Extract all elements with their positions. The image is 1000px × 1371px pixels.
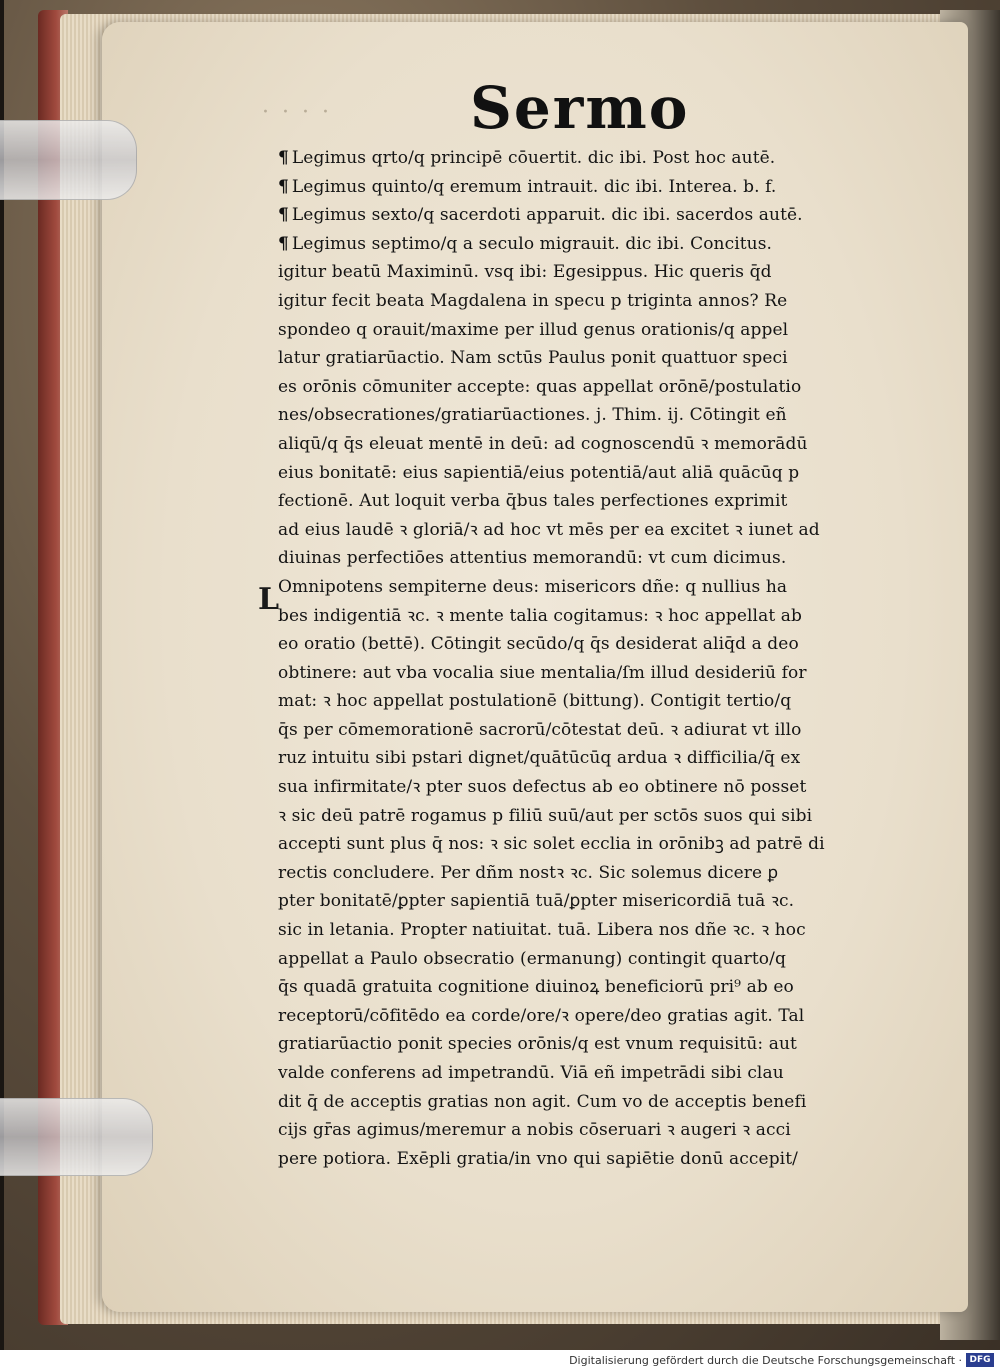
line-text: Legimus qrto/q principē cōuertit. dic ibi. Post hoc autē. (291, 148, 776, 168)
line-text: ad eius laudē ꝛ gloriā/ꝛ ad hoc vt mēs per ea excitet ꝛ iunet ad (278, 519, 820, 540)
line-text: Legimus sexto/q sacerdoti apparuit. dic ibi. sacerdos autē. (291, 205, 803, 226)
line-text: Legimus quinto/q eremum intrauit. dic ibi. Interea. b. f. (291, 176, 777, 197)
text-line (278, 487, 918, 516)
margin-note: L (258, 582, 280, 617)
text-line (278, 659, 918, 688)
text-line (278, 887, 918, 916)
text-line (278, 1145, 918, 1174)
text-line (278, 316, 918, 345)
line-text: cijs gr̄as agimus/meremur a nobis cōseruari ꝛ augeri ꝛ acci (278, 1120, 791, 1141)
pilcrow-mark: ¶ (278, 148, 289, 168)
text-line (278, 173, 918, 202)
pilcrow-mark: ¶ (278, 176, 289, 197)
line-text: ꝛ sic deū patrē rogamus p filiū suū/aut per sctōs suos qui sibi (278, 805, 813, 826)
line-text: obtinere: aut vba vocalia siue mentalia/ſm illud desideriū for (278, 662, 807, 683)
line-text: dit q̄ de acceptis gratias non agit. Cum vo de acceptis benefi (278, 1091, 807, 1112)
line-text: valde conferens ad impetrandū. Viā eñ impetrādi sibi clau (278, 1063, 784, 1083)
line-text: es orōnis cōmuniter accepte: quas appellat orōnē/postulatio (278, 376, 802, 397)
line-text: diuinas perfectiōes attentius memorandū: vt cum dicimus. (278, 548, 787, 569)
glass-clamp-bottom (0, 1098, 153, 1176)
text-line (278, 1059, 918, 1088)
faint-show-through-mark: · · · · (262, 100, 332, 125)
text-line (278, 687, 918, 716)
text-line (278, 630, 918, 659)
line-text: appellat a Paulo obsecratio (ermanung) contingit quarto/q (278, 948, 786, 969)
line-text: spondeo q orauit/maxime per illud genus orationis/q appel (278, 319, 789, 340)
text-line (278, 201, 918, 230)
text-line (278, 258, 918, 287)
text-line (278, 859, 918, 888)
text-line (278, 1088, 918, 1117)
text-line (278, 945, 918, 974)
text-line (278, 401, 918, 430)
footer (0, 1350, 1000, 1371)
text-line (278, 430, 918, 459)
glass-clamp-top (0, 120, 137, 200)
line-text: igitur beatū Maximinū. vsq ibi: Egesippus. Hic queris q̄d (278, 262, 772, 283)
text-line (278, 144, 918, 173)
text-line (278, 230, 918, 259)
line-text: aliqū/q q̄s eleuat mentē in deū: ad cognoscendū ꝛ memorādū (278, 433, 808, 454)
line-text: pere potiora. Exēpli gratia/in vno qui sapiētie donū accepit/ (278, 1148, 798, 1169)
text-line (278, 716, 918, 745)
text-line (278, 373, 918, 402)
text-line (278, 744, 918, 773)
text-line (278, 459, 918, 488)
text-block (278, 144, 918, 1173)
line-text: q̄s quadā gratuita cognitione diuinoꝝ beneficiorū pri⁹ ab eo (278, 977, 794, 998)
text-line (278, 573, 918, 602)
pilcrow-mark: ¶ (278, 205, 289, 226)
line-text: gratiarūactio ponit species orōnis/q est vnum requisitū: aut (278, 1034, 797, 1055)
line-text: latur gratiarūactio. Nam sctūs Paulus ponit quattuor speci (278, 348, 788, 369)
line-text: mat: ꝛ hoc appellat postulationē (bittung). Contigit tertio/q (278, 691, 792, 712)
text-line (278, 544, 918, 573)
text-line (278, 802, 918, 831)
text-line (278, 516, 918, 545)
text-line (278, 916, 918, 945)
text-line (278, 602, 918, 631)
line-text: Omnipotens sempiterne deus: misericors dñe: q nullius ha (278, 576, 788, 597)
text-line (278, 287, 918, 316)
text-line (278, 773, 918, 802)
text-line (278, 830, 918, 859)
line-text: ruz intuitu sibi pstari dignet/quātūcūq ardua ꝛ difficilia/q̄ ex (278, 748, 801, 769)
text-line (278, 1002, 918, 1031)
line-text: eo oratio (bettē). Cōtingit secūdo/q q̄s desiderat aliq̄d a deo (278, 634, 799, 655)
text-line (278, 1116, 918, 1145)
line-text: bes indigentiā ꝛc. ꝛ mente talia cogitamus: ꝛ hoc appellat ab (278, 605, 802, 626)
line-text: receptorū/cōfitēdo ea corde/ore/ꝛ opere/deo gratias agit. Tal (278, 1005, 805, 1026)
running-head: Sermo (470, 74, 690, 142)
line-text: accepti sunt plus q̄ nos: ꝛ sic solet ecclia in orōnibꝫ ad patrē di (278, 834, 825, 855)
dfg-logo: DFG (966, 1353, 994, 1367)
line-text: rectis concludere. Per dñm nostꝛ ꝛc. Sic solemus dicere ꝑ (278, 862, 779, 883)
text-line (278, 344, 918, 373)
line-text: Legimus septimo/q a seculo migrauit. dic ibi. Concitus. (291, 233, 773, 254)
footer-credit: Digitalisierung gefördert durch die Deutsche Forschungsgemeinschaft · (569, 1354, 962, 1367)
pilcrow-mark: ¶ (278, 233, 289, 254)
line-text: sic in letania. Propter natiuitat. tuā. Libera nos dñe ꝛc. ꝛ hoc (278, 920, 806, 941)
line-text: fectionē. Aut loquit verba q̄bus tales perfectiones exprimit (278, 491, 788, 512)
line-text: pter bonitatē/ꝑpter sapientiā tuā/ꝑpter misericordiā tuā ꝛc. (278, 891, 795, 912)
line-text: nes/obsecrationes/gratiarūactiones. j. Thim. ij. Cōtingit eñ (278, 405, 787, 426)
line-text: igitur fecit beata Magdalena in specu p triginta annos? Re (278, 290, 788, 311)
line-text: q̄s per cōmemorationē sacrorū/cōtestat deū. ꝛ adiurat vt illo (278, 719, 802, 740)
line-text: eius bonitatē: eius sapientiā/eius potentiā/aut aliā quācūq p (278, 462, 800, 483)
text-line (278, 1030, 918, 1059)
text-line (278, 973, 918, 1002)
line-text: sua infirmitate/ꝛ pter suos defectus ab eo obtinere nō posset (278, 777, 807, 798)
